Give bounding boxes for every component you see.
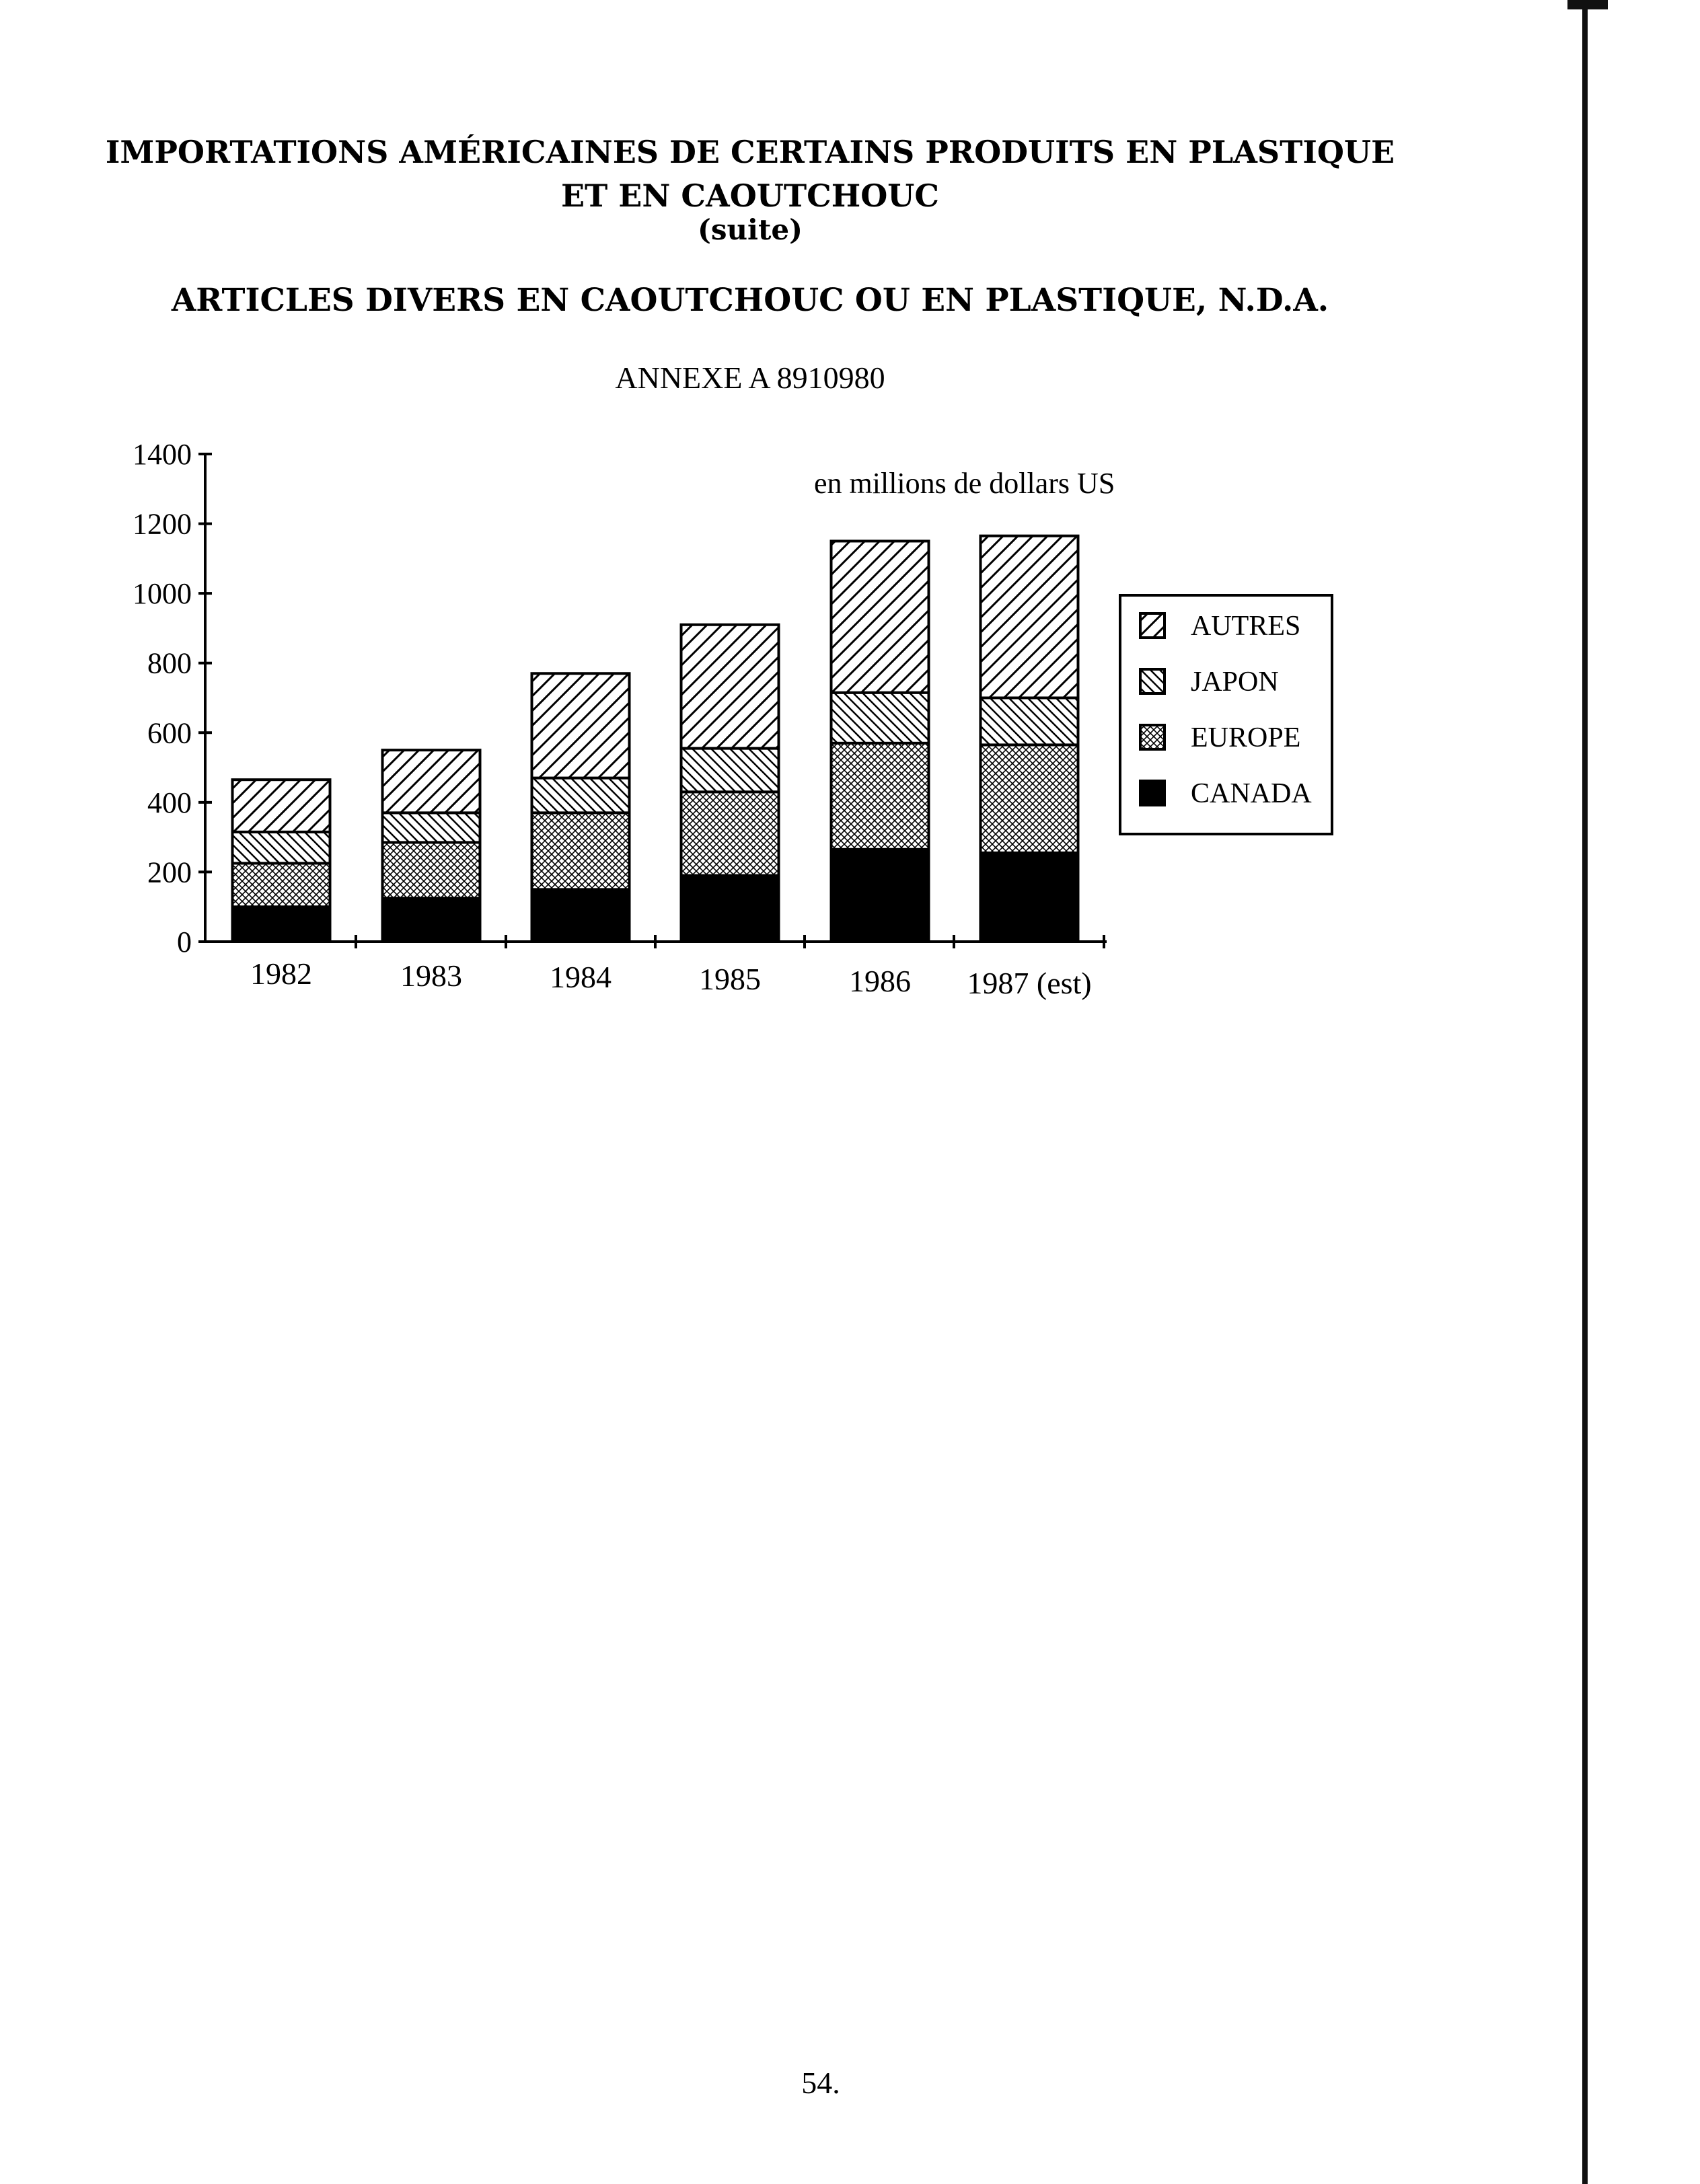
bar-segment-europe-1982 (233, 863, 330, 907)
y-tick-label-400: 400 (147, 786, 192, 819)
legend-label-canada: CANADA (1191, 778, 1312, 809)
bar-segment-canada-1982 (233, 907, 330, 942)
bar-segment-autres-1986 (831, 541, 929, 692)
chart-subtitle: ARTICLES DIVERS EN CAOUTCHOUC OU EN PLASTIQUE, N.D.A. (171, 282, 1329, 319)
title-line-2: ET EN CAOUTCHOUC (560, 178, 940, 214)
x-tick-label-1985: 1985 (699, 962, 761, 996)
bar-segment-canada-1984 (532, 889, 630, 942)
axes-layer (202, 454, 1107, 942)
bar-segment-autres-1982 (233, 780, 330, 832)
bar-segment-japon-1985 (681, 749, 779, 792)
legend-label-autres: AUTRES (1191, 611, 1301, 642)
y-tick-label-600: 600 (147, 716, 192, 750)
legend (1120, 595, 1332, 834)
bar-segment-japon-1987-est (981, 698, 1078, 745)
x-tick-label-1982: 1982 (250, 956, 312, 991)
annex-label: ANNEXE A 8910980 (615, 361, 885, 395)
y-tick-label-1200: 1200 (133, 507, 192, 541)
legend-label-europe: EUROPE (1191, 722, 1301, 753)
y-tick-label-1000: 1000 (133, 577, 192, 611)
bar-segment-japon-1984 (532, 778, 630, 813)
bar-segment-autres-1984 (532, 673, 630, 778)
binding-curl (1567, 0, 1608, 9)
bar-segment-europe-1987-est (981, 745, 1078, 853)
bar-segment-japon-1983 (383, 813, 480, 842)
unit-label: en millions de dollars US (814, 467, 1115, 500)
bar-segment-autres-1983 (383, 750, 480, 813)
x-tick-label-1987-est: 1987 (est) (967, 966, 1092, 1000)
bar-segment-europe-1985 (681, 792, 779, 875)
bar-segment-canada-1986 (831, 850, 929, 942)
page-number: 54. (801, 2066, 840, 2100)
bar-segment-europe-1983 (383, 842, 480, 898)
legend-swatch-japon (1140, 669, 1165, 693)
bar-segment-autres-1985 (681, 625, 779, 749)
bar-segment-canada-1987-est (981, 853, 1078, 942)
bar-segment-europe-1984 (532, 813, 630, 889)
x-tick-label-1983: 1983 (400, 958, 462, 993)
bar-segment-japon-1986 (831, 693, 929, 743)
binding-edge (1582, 0, 1588, 2184)
bar-segment-autres-1987-est (981, 536, 1078, 698)
legend-swatch-europe (1140, 725, 1165, 749)
bar-segment-europe-1986 (831, 743, 929, 850)
y-tick-label-1400: 1400 (133, 438, 192, 471)
bar-segment-canada-1983 (383, 898, 480, 942)
bar-segment-japon-1982 (233, 832, 330, 864)
x-tick-label-1984: 1984 (550, 960, 612, 994)
title-line-3: (suite) (697, 213, 803, 246)
legend-label-japon: JAPON (1191, 667, 1279, 698)
y-tick-label-0: 0 (177, 926, 192, 958)
legend-swatch-canada (1140, 781, 1165, 805)
x-tick-label-1986: 1986 (849, 964, 911, 998)
bars-layer (233, 536, 1078, 942)
title-line-1: IMPORTATIONS AMÉRICAINES DE CERTAINS PRODUITS EN PLASTIQUE (105, 134, 1395, 170)
y-tick-label-800: 800 (147, 646, 192, 680)
y-tick-label-200: 200 (147, 856, 192, 889)
legend-swatch-autres (1140, 613, 1165, 638)
bar-segment-canada-1985 (681, 876, 779, 942)
